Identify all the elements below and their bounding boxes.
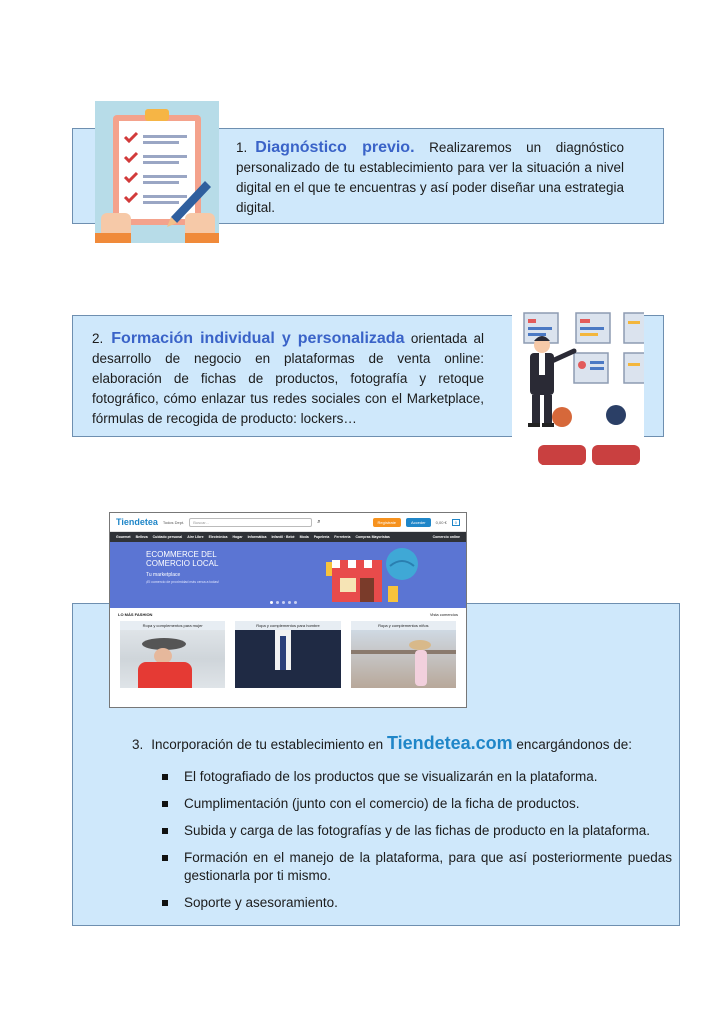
section-1-number: 1. — [236, 140, 248, 155]
section-title: LO MÁS FASHION — [118, 612, 153, 617]
section-3-intro — [132, 733, 632, 754]
brand-name: Tiendetea.com — [386, 733, 513, 753]
hero-tagline: ¡El comercio de proximidad más cerca a todas! — [146, 580, 219, 584]
section-1-text — [236, 138, 624, 218]
hero-title: ECOMMERCE DEL COMERCIO LOCAL — [146, 550, 219, 568]
cart-icon: 0 — [452, 519, 460, 526]
section-1-heading: Diagnóstico previo. — [255, 139, 415, 156]
nav-right: Comercio online — [432, 535, 460, 539]
nav-item: Aire Libre — [187, 535, 204, 539]
list-item: El fotografiado de los productos que se visualizarán en la plataforma. — [158, 768, 672, 786]
register-button: Regístrate — [373, 518, 401, 527]
product-card-women: Ropa y complementos para mujer — [120, 621, 225, 688]
nav-item: Informática — [247, 535, 267, 539]
section-2-text — [92, 329, 484, 429]
nav-item: Hogar — [232, 535, 243, 539]
cart-total: 0,00 € — [435, 519, 447, 525]
nav-item: Cuidado personal — [152, 535, 183, 539]
presentation-illustration — [512, 305, 644, 465]
list-item: Subida y carga de las fotografías y de las fichas de producto en la plataforma. — [158, 822, 672, 840]
category-select: Todos Dept. — [162, 519, 185, 525]
section-2-heading: Formación individual y personalizada — [111, 330, 405, 347]
website-search: Buscar... — [189, 518, 312, 527]
website-hero — [110, 542, 466, 608]
search-icon: ⌕ — [317, 518, 321, 525]
nav-item: Gourmet — [116, 535, 131, 539]
product-cards — [110, 621, 466, 688]
service-list — [158, 768, 672, 921]
section-3-number: 3. — [132, 737, 144, 752]
nav-item: Infantil · Bebé — [271, 535, 295, 539]
website-screenshot — [109, 512, 467, 708]
nav-item: Belleza — [135, 535, 148, 539]
website-nav — [110, 532, 466, 542]
shop-illustration — [306, 546, 426, 606]
product-card-kids: Ropa y complementos niños — [351, 621, 456, 688]
list-item: Soporte y asesoramiento. — [158, 894, 672, 912]
website-header — [110, 513, 466, 532]
nav-item: Ferretería — [334, 535, 351, 539]
section-1-body: Realizaremos un diagnóstico personalizado de tu establecimiento para ver la situación a nivel digital en el que te encuentras y así poder diseñar una estrategia digital. — [236, 140, 625, 215]
list-item: Cumplimentación (junto con el comercio) de la ficha de productos. — [158, 795, 672, 813]
carousel-dots — [270, 601, 297, 604]
nav-item: Compras Mayoristas — [355, 535, 390, 539]
section-3-suffix: encargándonos de: — [516, 737, 633, 752]
nav-item: Papelería — [313, 535, 330, 539]
website-section-header — [110, 608, 466, 621]
section-2-number: 2. — [92, 331, 104, 346]
login-button: Acceder — [406, 518, 431, 527]
nav-item: Moda — [299, 535, 309, 539]
section-link: Vista comercios — [429, 612, 458, 617]
product-card-men: Ropa y complementos para hombre — [235, 621, 340, 688]
list-item: Formación en el manejo de la plataforma, para que así posteriormente puedas gestionarla por ti mismo. — [158, 849, 672, 885]
checklist-illustration — [95, 101, 219, 243]
nav-item: Electrónica — [208, 535, 228, 539]
section-3-intro-text: Incorporación de tu establecimiento en — [151, 737, 384, 752]
website-logo: Tiendetea — [116, 517, 158, 527]
section-2-body: orientada al desarrollo de negocio en plataformas de venta online: elaboración de fichas de productos, fotografía y retoque fotográfico, cómo enlazar tus redes sociales con el Marketplace, fórmulas de recogida de producto: lockers… — [92, 331, 484, 426]
hero-subtitle: Tu marketplace — [146, 572, 181, 578]
